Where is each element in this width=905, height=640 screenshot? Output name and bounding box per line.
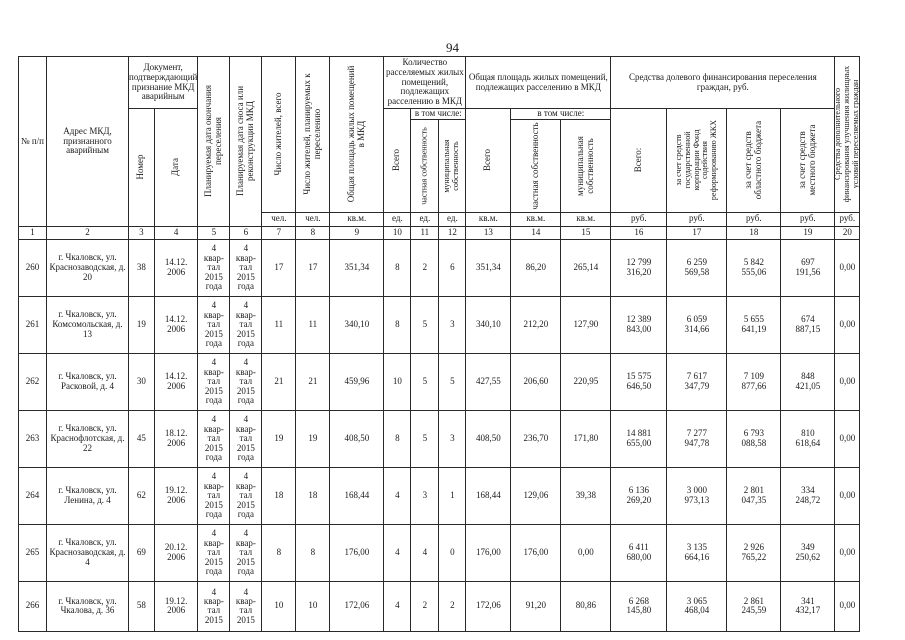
cell-resettle-end: 4 квар- тал 2015 года [198, 239, 230, 296]
cell-funds-fund: 3 135 664,16 [667, 524, 727, 581]
cell-doc-number: 58 [129, 581, 155, 631]
cell-doc-date: 14.12. 2006 [154, 239, 198, 296]
cell-area-private: 236,70 [511, 410, 561, 467]
cell-address: г. Чкаловск, ул. Расковой, д. 4 [47, 353, 129, 410]
header-rooms-group: Количество расселяемых жилых помещений, подлежащих расселению в МКД [384, 57, 466, 109]
cell-rooms-municipal: 6 [439, 239, 466, 296]
unit-cell: ед. [411, 212, 439, 226]
cell-rooms-private: 5 [411, 410, 439, 467]
cell-funds-regional: 2 801 047,35 [727, 467, 781, 524]
cell-funds-local: 810 618,64 [781, 410, 835, 467]
cell-residents-planned: 19 [296, 410, 330, 467]
unit-cell: руб. [781, 212, 835, 226]
cell-address: г. Чкаловск, ул. Краснофлотская, д. 22 [47, 410, 129, 467]
table-row [19, 353, 860, 410]
cell-demolition: 4 квар- тал 2015 года [230, 410, 262, 467]
unit-cell: кв.м. [466, 212, 511, 226]
cell-area-municipal: 127,90 [561, 296, 611, 353]
cell-demolition: 4 квар- тал 2015 года [230, 296, 262, 353]
table-row [19, 524, 860, 581]
cell-rooms-private: 3 [411, 467, 439, 524]
cell-area-private: 212,20 [511, 296, 561, 353]
cell-residents-planned: 10 [296, 581, 330, 631]
cell-resettle-end: 4 квар- тал 2015 года [198, 467, 230, 524]
column-number-cell: 7 [262, 226, 296, 239]
header-rooms-municipal: муниципальная собственность [439, 119, 466, 212]
cell-residents-total: 18 [262, 467, 296, 524]
cell-doc-number: 30 [129, 353, 155, 410]
header-demolition: Планируемая дата сноса или реконструкции МКД [230, 57, 262, 227]
cell-residents-planned: 18 [296, 467, 330, 524]
table-row [19, 410, 860, 467]
unit-cell: руб. [667, 212, 727, 226]
cell-resettle-end: 4 квар- тал 2015 года [198, 296, 230, 353]
cell-address: г. Чкаловск, ул. Чкалова, д. 36 [47, 581, 129, 631]
cell-funds-total: 12 799 316,20 [611, 239, 667, 296]
cell-residents-total: 21 [262, 353, 296, 410]
table-row [19, 467, 860, 524]
header-area-private: частная собственность [511, 119, 561, 212]
cell-doc-date: 14.12. 2006 [154, 296, 198, 353]
cell-residents-total: 19 [262, 410, 296, 467]
cell-resettle-end: 4 квар- тал 2015 года [198, 353, 230, 410]
cell-rooms-municipal: 0 [439, 524, 466, 581]
cell-funds-fund: 6 259 569,58 [667, 239, 727, 296]
cell-area-municipal: 80,86 [561, 581, 611, 631]
cell-rooms-municipal: 3 [439, 296, 466, 353]
cell-doc-number: 45 [129, 410, 155, 467]
cell-area-total: 176,00 [466, 524, 511, 581]
column-number-cell: 15 [561, 226, 611, 239]
cell-resettle-end: 4 квар- тал 2015 [198, 581, 230, 631]
cell-area-total: 340,10 [466, 296, 511, 353]
cell-total-area: 340,10 [330, 296, 384, 353]
header-rooms-private: частная собственность [411, 119, 439, 212]
cell-doc-date: 20.12. 2006 [154, 524, 198, 581]
header-funds-local: за счет средств местного бюджета [781, 109, 835, 213]
cell-residents-total: 10 [262, 581, 296, 631]
cell-area-total: 168,44 [466, 467, 511, 524]
column-number-cell: 13 [466, 226, 511, 239]
unit-cell: руб. [611, 212, 667, 226]
cell-num: 266 [19, 581, 47, 631]
header-address: Адрес МКД, признанного аварийным [47, 57, 129, 227]
cell-funds-extra: 0,00 [835, 467, 860, 524]
table-row [19, 239, 860, 296]
cell-area-municipal: 171,80 [561, 410, 611, 467]
column-number-cell: 11 [411, 226, 439, 239]
column-numbers-row [19, 226, 860, 239]
header-rooms-total: Всего [384, 109, 411, 213]
header-row-1 [19, 57, 860, 109]
cell-rooms-private: 2 [411, 581, 439, 631]
cell-area-municipal: 0,00 [561, 524, 611, 581]
cell-num: 262 [19, 353, 47, 410]
cell-residents-planned: 17 [296, 239, 330, 296]
cell-address: г. Чкаловск, ул. Ленина, д. 4 [47, 467, 129, 524]
cell-rooms-total: 4 [384, 581, 411, 631]
resettlement-table [18, 56, 860, 632]
cell-area-municipal: 39,38 [561, 467, 611, 524]
cell-num: 263 [19, 410, 47, 467]
column-number-cell: 4 [154, 226, 198, 239]
cell-funds-regional: 5 842 555,06 [727, 239, 781, 296]
column-number-cell: 5 [198, 226, 230, 239]
cell-funds-regional: 5 655 641,19 [727, 296, 781, 353]
header-funds-regional: за счет средств областного бюджета [727, 109, 781, 213]
cell-demolition: 4 квар- тал 2015 года [230, 239, 262, 296]
cell-resettle-end: 4 квар- тал 2015 года [198, 410, 230, 467]
cell-funds-local: 848 421,05 [781, 353, 835, 410]
column-number-cell: 6 [230, 226, 262, 239]
page-number: 94 [446, 40, 459, 55]
header-residents-total: Число жителей, всего [262, 57, 296, 213]
cell-rooms-total: 8 [384, 410, 411, 467]
column-number-cell: 14 [511, 226, 561, 239]
cell-rooms-total: 10 [384, 353, 411, 410]
cell-resettle-end: 4 квар- тал 2015 года [198, 524, 230, 581]
cell-funds-local: 674 887,15 [781, 296, 835, 353]
unit-cell: кв.м. [330, 212, 384, 226]
cell-area-total: 351,34 [466, 239, 511, 296]
cell-doc-number: 69 [129, 524, 155, 581]
cell-area-private: 86,20 [511, 239, 561, 296]
cell-funds-fund: 7 617 347,79 [667, 353, 727, 410]
column-number-cell: 18 [727, 226, 781, 239]
header-document: Документ, подтверждающий признание МКД аварийным [129, 57, 198, 109]
cell-total-area: 459,96 [330, 353, 384, 410]
cell-rooms-total: 8 [384, 239, 411, 296]
cell-funds-regional: 2 926 765,22 [727, 524, 781, 581]
column-number-cell: 20 [835, 226, 860, 239]
unit-cell: чел. [296, 212, 330, 226]
cell-num: 261 [19, 296, 47, 353]
column-number-cell: 2 [47, 226, 129, 239]
cell-residents-total: 17 [262, 239, 296, 296]
cell-residents-total: 8 [262, 524, 296, 581]
cell-rooms-municipal: 5 [439, 353, 466, 410]
cell-rooms-private: 5 [411, 353, 439, 410]
cell-funds-extra: 0,00 [835, 353, 860, 410]
cell-funds-local: 334 248,72 [781, 467, 835, 524]
cell-doc-number: 62 [129, 467, 155, 524]
column-number-cell: 16 [611, 226, 667, 239]
unit-cell: руб. [727, 212, 781, 226]
cell-funds-total: 14 881 655,00 [611, 410, 667, 467]
cell-funds-extra: 0,00 [835, 410, 860, 467]
header-area-incl: в том числе: [511, 109, 611, 120]
table-row [19, 581, 860, 631]
cell-area-municipal: 220,95 [561, 353, 611, 410]
cell-rooms-private: 5 [411, 296, 439, 353]
cell-funds-total: 6 268 145,80 [611, 581, 667, 631]
header-funds-fund: за счет средств государственной корпорации Фонд содействия реформированию ЖКХ [667, 109, 727, 213]
cell-rooms-municipal: 1 [439, 467, 466, 524]
column-number-cell: 19 [781, 226, 835, 239]
column-number-cell: 9 [330, 226, 384, 239]
cell-total-area: 168,44 [330, 467, 384, 524]
cell-funds-fund: 3 000 973,13 [667, 467, 727, 524]
unit-cell: ед. [384, 212, 411, 226]
column-number-cell: 8 [296, 226, 330, 239]
unit-cell: чел. [262, 212, 296, 226]
cell-funds-regional: 2 861 245,59 [727, 581, 781, 631]
cell-num: 260 [19, 239, 47, 296]
cell-area-private: 206,60 [511, 353, 561, 410]
unit-cell: руб. [835, 212, 860, 226]
cell-total-area: 176,00 [330, 524, 384, 581]
cell-funds-fund: 6 059 314,66 [667, 296, 727, 353]
column-number-cell: 12 [439, 226, 466, 239]
header-total-area: Общая площадь жилых помещений в МКД [330, 57, 384, 213]
header-area-group: Общая площадь жилых помещений, подлежащих расселению в МКД [466, 57, 611, 109]
header-residents-planned: Число жителей, планируемых к переселению [296, 57, 330, 213]
header-area-total: Всего [466, 109, 511, 213]
cell-rooms-municipal: 3 [439, 410, 466, 467]
cell-funds-regional: 6 793 088,58 [727, 410, 781, 467]
cell-funds-total: 6 136 269,20 [611, 467, 667, 524]
cell-num: 264 [19, 467, 47, 524]
cell-address: г. Чкаловск, ул. Краснозаводская, д. 4 [47, 524, 129, 581]
cell-demolition: 4 квар- тал 2015 года [230, 467, 262, 524]
cell-funds-total: 12 389 843,00 [611, 296, 667, 353]
cell-area-total: 427,55 [466, 353, 511, 410]
cell-funds-fund: 3 065 468,04 [667, 581, 727, 631]
column-number-cell: 10 [384, 226, 411, 239]
cell-demolition: 4 квар- тал 2015 года [230, 353, 262, 410]
column-number-cell: 1 [19, 226, 47, 239]
cell-area-private: 176,00 [511, 524, 561, 581]
cell-address: г. Чкаловск, ул. Комсомольская, д. 13 [47, 296, 129, 353]
cell-rooms-total: 4 [384, 467, 411, 524]
cell-doc-date: 19.12. 2006 [154, 467, 198, 524]
cell-doc-date: 18.12. 2006 [154, 410, 198, 467]
header-doc-number: Номер [129, 109, 155, 227]
cell-residents-total: 11 [262, 296, 296, 353]
cell-residents-planned: 21 [296, 353, 330, 410]
cell-funds-extra: 0,00 [835, 581, 860, 631]
cell-funds-total: 6 411 680,00 [611, 524, 667, 581]
header-row-2 [19, 109, 860, 120]
cell-area-private: 129,06 [511, 467, 561, 524]
cell-funds-local: 349 250,62 [781, 524, 835, 581]
header-resettle-end: Планируемая дата окончания переселения [198, 57, 230, 227]
table-row [19, 296, 860, 353]
header-funds-group: Средства долевого финансирования переселения граждан, руб. [611, 57, 835, 109]
header-num: № п/п [19, 57, 47, 227]
cell-area-total: 408,50 [466, 410, 511, 467]
cell-address: г. Чкаловск, ул. Краснозаводская, д. 20 [47, 239, 129, 296]
cell-total-area: 172,06 [330, 581, 384, 631]
cell-rooms-municipal: 2 [439, 581, 466, 631]
cell-residents-planned: 11 [296, 296, 330, 353]
cell-funds-local: 341 432,17 [781, 581, 835, 631]
unit-cell: кв.м. [561, 212, 611, 226]
cell-num: 265 [19, 524, 47, 581]
cell-funds-total: 15 575 646,50 [611, 353, 667, 410]
unit-cell: кв.м. [511, 212, 561, 226]
unit-cell: ед. [439, 212, 466, 226]
header-area-municipal: муниципальная собственность [561, 119, 611, 212]
cell-funds-extra: 0,00 [835, 524, 860, 581]
header-funds-extra: Средства дополнительного финансирования улучшения жилищных условий переселяемых граждан [835, 57, 860, 213]
header-funds-total: Всего: [611, 109, 667, 213]
cell-area-private: 91,20 [511, 581, 561, 631]
column-number-cell: 3 [129, 226, 155, 239]
cell-area-municipal: 265,14 [561, 239, 611, 296]
cell-area-total: 172,06 [466, 581, 511, 631]
cell-doc-date: 14.12. 2006 [154, 353, 198, 410]
cell-rooms-private: 4 [411, 524, 439, 581]
cell-total-area: 351,34 [330, 239, 384, 296]
cell-demolition: 4 квар- тал 2015 [230, 581, 262, 631]
column-number-cell: 17 [667, 226, 727, 239]
cell-funds-fund: 7 277 947,78 [667, 410, 727, 467]
cell-rooms-total: 8 [384, 296, 411, 353]
cell-funds-extra: 0,00 [835, 239, 860, 296]
cell-funds-local: 697 191,56 [781, 239, 835, 296]
cell-funds-regional: 7 109 877,66 [727, 353, 781, 410]
header-doc-date: Дата [154, 109, 198, 227]
cell-total-area: 408,50 [330, 410, 384, 467]
cell-residents-planned: 8 [296, 524, 330, 581]
cell-doc-number: 38 [129, 239, 155, 296]
header-rooms-incl: в том числе: [411, 109, 466, 120]
cell-doc-date: 19.12. 2006 [154, 581, 198, 631]
cell-rooms-total: 4 [384, 524, 411, 581]
table-body [19, 239, 860, 631]
cell-rooms-private: 2 [411, 239, 439, 296]
cell-demolition: 4 квар- тал 2015 года [230, 524, 262, 581]
cell-doc-number: 19 [129, 296, 155, 353]
cell-funds-extra: 0,00 [835, 296, 860, 353]
